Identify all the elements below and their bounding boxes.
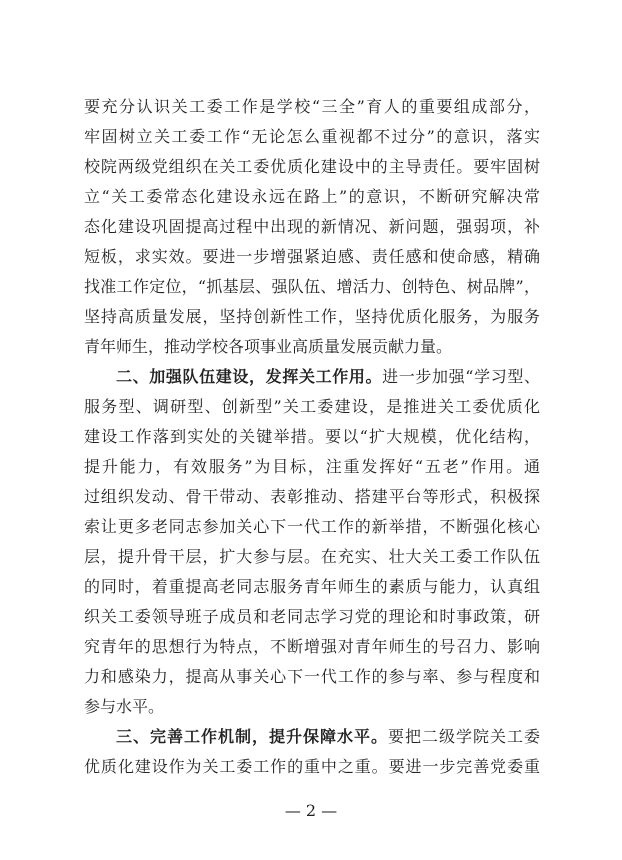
paragraph-2-line-5: 过组织发动、骨干带动、表彰推动、搭建平台等形式，积极探 <box>84 487 540 506</box>
paragraph-2-line-2: 服务型、调研型、创新型”关工委建设，是推进关工委优质化 <box>84 397 540 416</box>
paragraph-2-line-12: 参与水平。 <box>84 697 165 716</box>
paragraph-1-line-1: 要充分认识关工委工作是学校“三全”育人的重要组成部分， <box>84 97 540 116</box>
paragraph-3-heading: 三、完善工作机制，提升保障水平。 <box>116 727 388 746</box>
paragraph-3-first-line-text: 要把二级学院关工委 <box>387 727 540 746</box>
paragraph-1-line-3: 校院两级党组织在关工委优质化建设中的主导责任。要牢固树 <box>84 157 540 176</box>
paragraph-2-heading: 二、加强队伍建设，发挥关工作用。 <box>116 367 383 386</box>
paragraph-3-line-2: 优质化建设作为关工委工作的重中之重。要进一步完善党委重 <box>84 757 540 776</box>
paragraph-1-line-4: 立“关工委常态化建设永远在路上”的意识，不断研究解决常 <box>84 187 540 206</box>
paragraph-2-line-10: 究青年的思想行为特点，不断增强对青年师生的号召力、影响 <box>84 637 540 656</box>
paragraph-1-line-8: 坚持高质量发展，坚持创新性工作，坚持优质化服务，为服务 <box>84 307 540 326</box>
paragraph-2-line-3: 建设工作落到实处的关键举措。要以“扩大规模，优化结构， <box>84 427 540 446</box>
paragraph-2-line-7: 层，提升骨干层，扩大参与层。在充实、壮大关工委工作队伍 <box>84 547 540 566</box>
paragraph-2-line-8: 的同时，着重提高老同志服务青年师生的素质与能力，认真组 <box>84 577 540 596</box>
paragraph-1-line-2: 牢固树立关工委工作“无论怎么重视都不过分”的意识，落实 <box>84 127 540 146</box>
paragraph-2-first-line <box>116 366 540 388</box>
paragraph-2-line-11: 力和感染力，提高从事关心下一代工作的参与率、参与程度和 <box>84 667 540 686</box>
paragraph-2-first-line-text: 进一步加强“学习型、 <box>382 367 540 386</box>
paragraph-3-first-line <box>116 726 540 748</box>
paragraph-1-line-6: 短板，求实效。要进一步增强紧迫感、责任感和使命感，精确 <box>84 247 540 266</box>
paragraph-1-line-5: 态化建设巩固提高过程中出现的新情况、新问题，强弱项，补 <box>84 217 540 236</box>
paragraph-2-line-4: 提升能力，有效服务”为目标，注重发挥好“五老”作用。通 <box>84 457 540 476</box>
paragraph-2-line-9: 织关工委领导班子成员和老同志学习党的理论和时事政策，研 <box>84 607 540 626</box>
paragraph-1-line-7: 找准工作定位，“抓基层、强队伍、增活力、创特色、树品牌”， <box>84 277 540 296</box>
paragraph-1-line-9: 青年师生，推动学校各项事业高质量发展贡献力量。 <box>84 337 453 356</box>
page-number: — 2 — <box>284 801 338 820</box>
paragraph-2-line-6: 索让更多老同志参加关心下一代工作的新举措，不断强化核心 <box>84 517 540 536</box>
